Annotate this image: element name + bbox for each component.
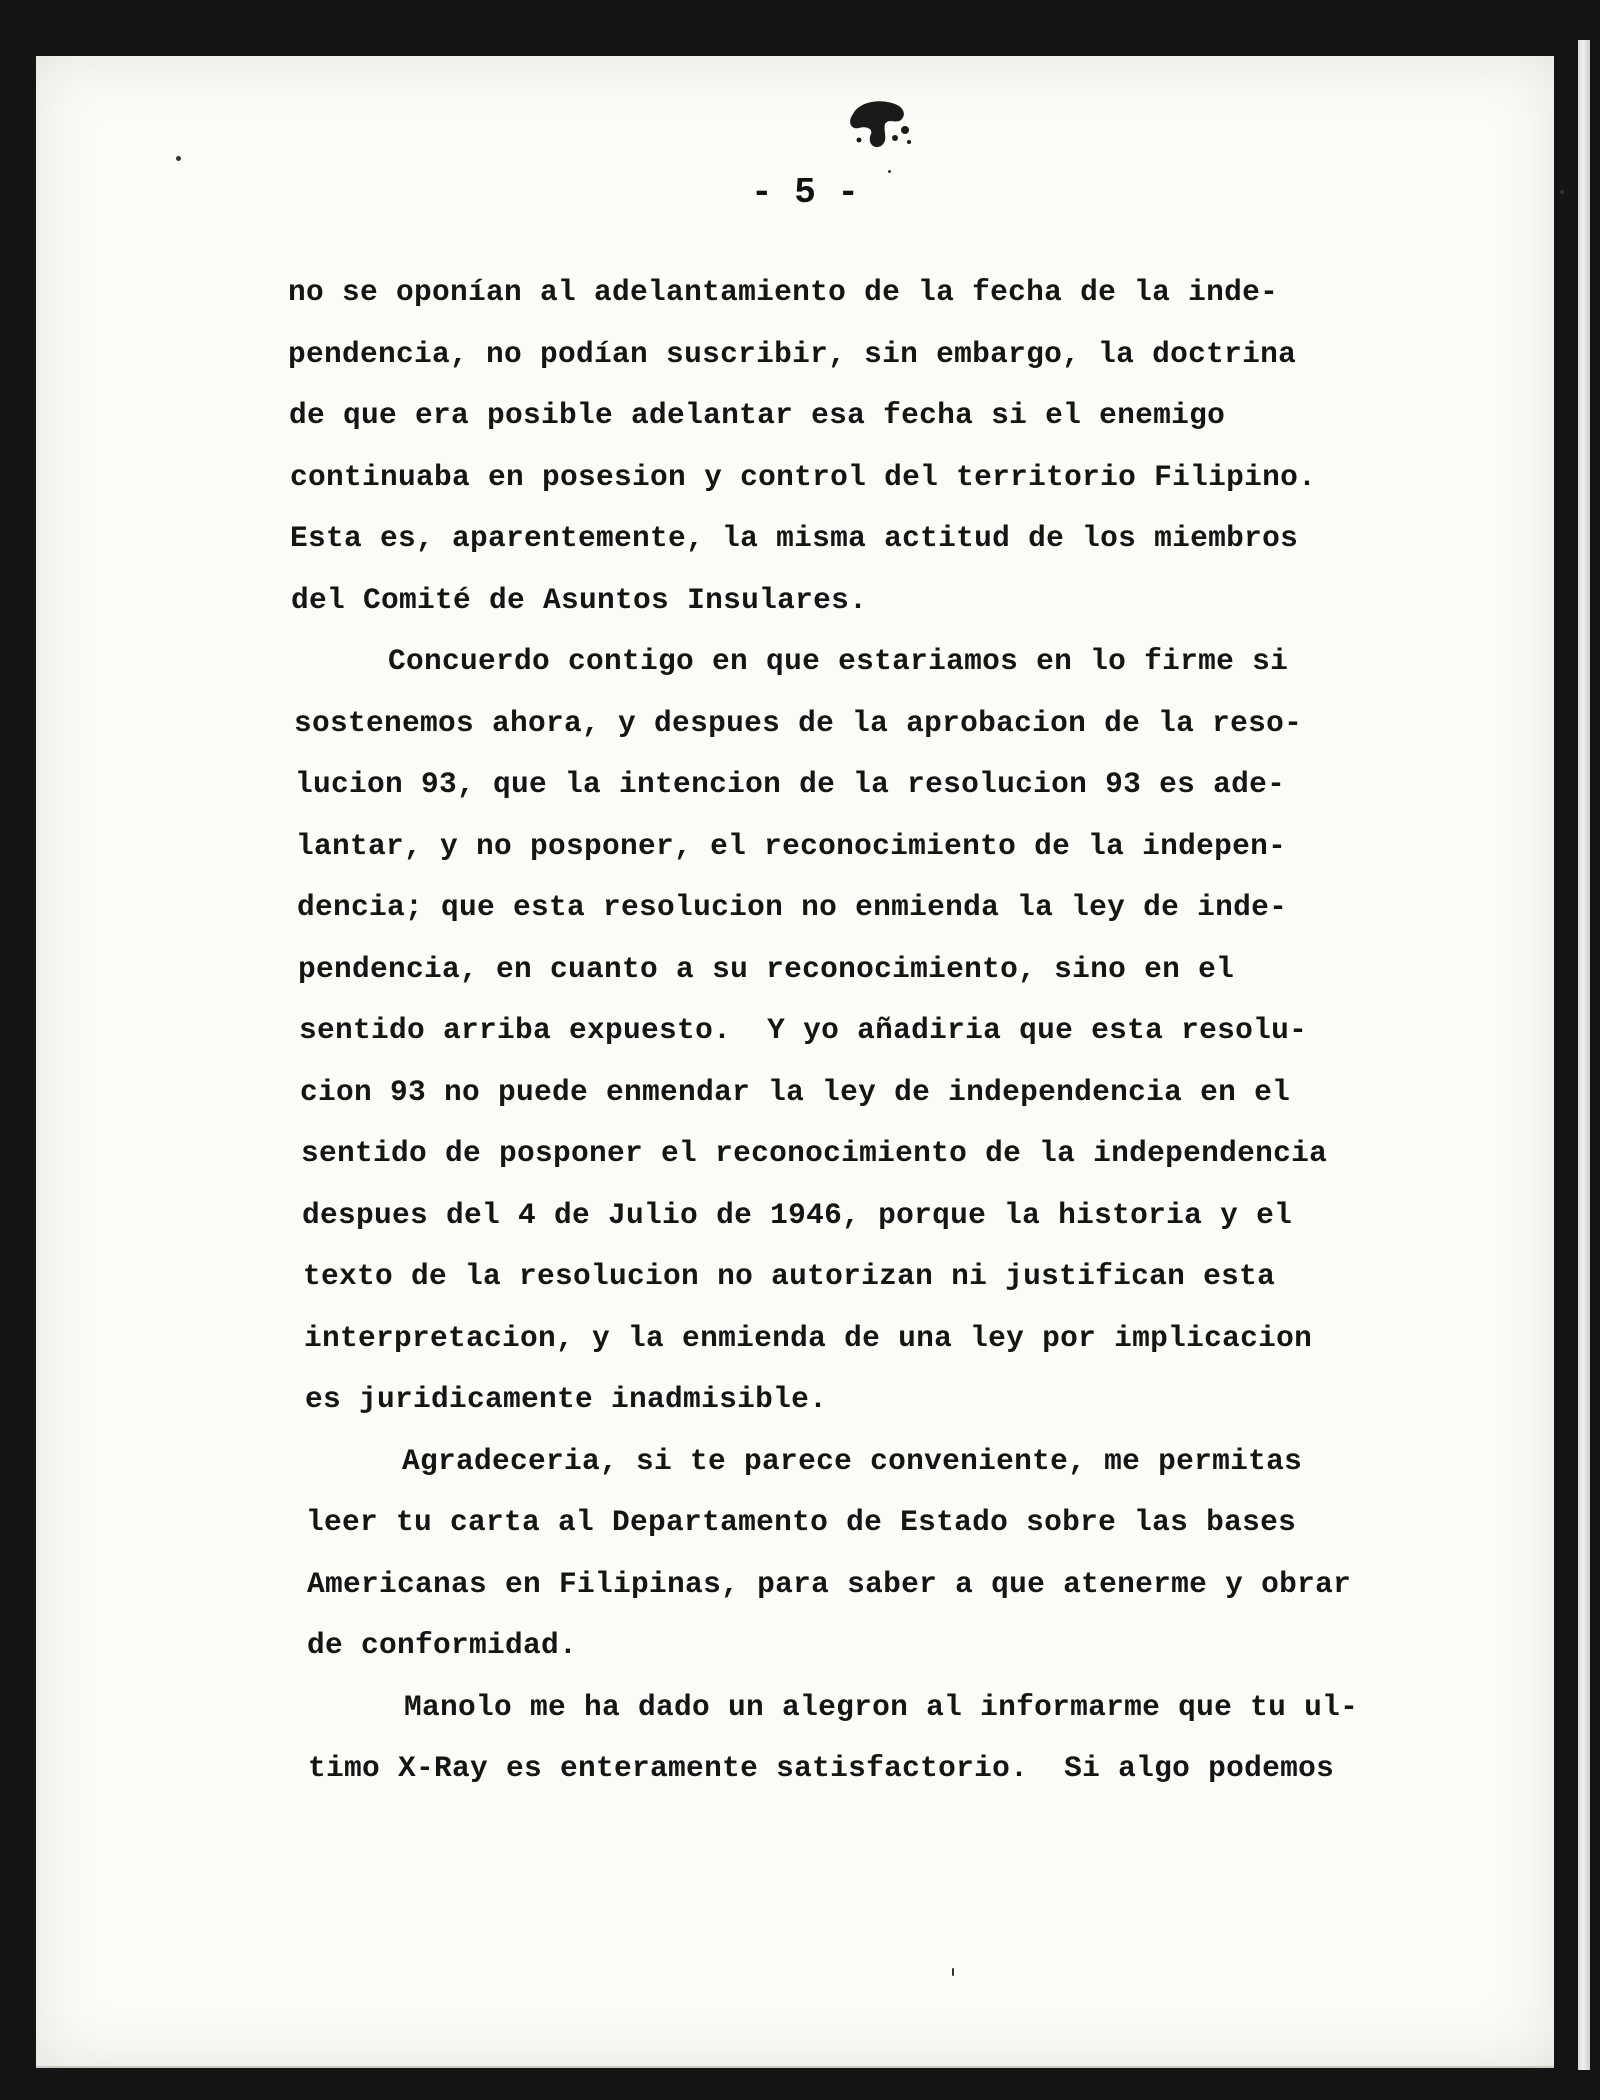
- text-line: del Comité de Asuntos Insulares.: [291, 582, 868, 617]
- text-line: cion 93 no puede enmendar la ley de independencia en el: [300, 1074, 1291, 1109]
- text-line: timo X-Ray es enteramente satisfactorio. Si algo podemos: [308, 1751, 1335, 1785]
- text-line: Esta es, aparentemente, la misma actitud de los miembros: [290, 521, 1299, 555]
- text-line: de que era posible adelantar esa fecha si el enemigo: [289, 398, 1226, 432]
- text-line: texto de la resolucion no autorizan ni justifican esta: [303, 1259, 1276, 1293]
- text-line: lucion 93, que la intencion de la resolucion 93 es ade-: [295, 767, 1286, 801]
- page-number: - 5 -: [750, 172, 860, 213]
- text-line: continuaba en posesion y control del territorio Filipino.: [290, 459, 1317, 494]
- text-line: pendencia, no podían suscribir, sin embargo, la doctrina: [288, 336, 1297, 371]
- text-line: sostenemos ahora, y despues de la aprobacion de la reso-: [294, 705, 1303, 740]
- text-line: no se oponían al adelantamiento de la fecha de la inde-: [288, 275, 1279, 309]
- text-line: Agradeceria, si te parece conveniente, me permitas: [402, 1443, 1303, 1478]
- scan-speck: [888, 170, 891, 173]
- text-line: leer tu carta al Departamento de Estado sobre las bases: [306, 1505, 1297, 1539]
- scan-speck: [176, 156, 181, 161]
- text-line: dencia; que esta resolucion no enmienda la ley de inde-: [297, 890, 1288, 924]
- text-line: Manolo me ha dado un alegron al informarme que tu ul-: [404, 1689, 1359, 1724]
- scan-speck: [952, 1968, 954, 1976]
- ink-blot-mark: [845, 96, 915, 156]
- text-line: pendencia, en cuanto a su reconocimiento, sino en el: [298, 951, 1235, 986]
- paper-stack-edge: [1578, 40, 1590, 2070]
- text-line: es juridicamente inadmisible.: [305, 1382, 828, 1416]
- text-line: despues del 4 de Julio de 1946, porque la historia y el: [302, 1197, 1293, 1232]
- text-line: interpretacion, y la enmienda de una ley por implicacion: [304, 1320, 1313, 1355]
- scan-speck: [1560, 190, 1564, 194]
- text-line: de conformidad.: [307, 1628, 578, 1662]
- text-line: Concuerdo contigo en que estariamos en lo firme si: [388, 644, 1289, 678]
- text-line: Americanas en Filipinas, para saber a que atenerme y obrar: [307, 1566, 1352, 1601]
- text-line: sentido de posponer el reconocimiento de la independencia: [301, 1136, 1328, 1170]
- letter-body: [290, 262, 1400, 1800]
- text-line: sentido arriba expuesto. Y yo añadiria que esta resolu-: [299, 1013, 1308, 1047]
- text-line: lantar, y no posponer, el reconocimiento de la indepen-: [296, 828, 1287, 863]
